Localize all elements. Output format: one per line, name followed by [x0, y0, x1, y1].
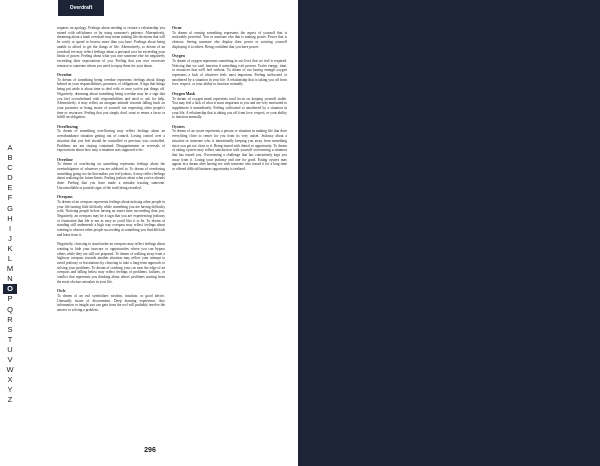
alphabet-letter-l[interactable]: L — [7, 254, 13, 264]
dictionary-entry — [57, 26, 165, 68]
alphabet-letter-y[interactable]: Y — [7, 385, 13, 395]
alphabet-letter-s[interactable]: S — [7, 324, 13, 334]
dictionary-entry — [172, 125, 287, 172]
alphabet-letter-w[interactable]: W — [6, 365, 14, 375]
entry-text: Negatively, choosing to stand under an overpass may reflect feelings about wanting to hide your insecure or opportunities where you can bypass others while they are still not prepared. To dream of walking away from a highway overpass towards another situation may reflect your attempt to avoid jealousy or frustrations by choosing to take a long-term approach to solving your problems. To dream of crashing your car near the edge of an overpass and falling below may reflect feelings of problems, failures, or conflict that represents you thinking about others' problems starting from the most obvious mistakes in your life. — [57, 242, 165, 284]
alphabet-letter-v[interactable]: V — [7, 354, 13, 364]
alphabet-letter-u[interactable]: U — [7, 344, 13, 354]
alphabet-letter-e[interactable]: E — [7, 183, 13, 193]
entry-text: To dream of something being overdue represents feelings about things behind on your responsibilities, promises, or obligations. A sign that things being put aside is about time to deal with or once you've put things off. Negatively, dreaming about something being overdue may be a sign that you feel overwhelmed with responsibilities and need to ask for help. Alternatively, it may reflect an arrogant attitude towards falling back on your promises or being aware of yourself not respecting other people's time or resources. Feeling that you simply don't want to return a favor or fulfill an obligation. — [57, 77, 165, 120]
entry-text: To dream of an owl symbolizes wisdom, intuition, or good advice. Unusually aware of discernment. Deep learning experience. Any information or insight you can gain from the owl will probably involve the answer to solving a problem. — [57, 293, 165, 313]
entry-term: Overdue — [57, 73, 72, 78]
entry-text: To dream of oxygen mask represents total focus on keeping yourself stable. You may feel a lack of what is most important to you and are very motivated to supplement it immediately. Feeling suffocated or smothered by a situation in your life. A relationship that is taking you off from love, respect, or your ability to function normally. — [172, 96, 287, 120]
dictionary-entry — [57, 158, 165, 191]
alphabet-letter-f[interactable]: F — [7, 193, 13, 203]
alphabet-letter-h[interactable]: H — [7, 213, 13, 223]
entry-term: Overpass — [57, 195, 73, 200]
entry-term: Overdose — [57, 157, 73, 162]
page-number: 296 — [144, 447, 156, 454]
entry-text: To dream of an oyster represents a person or situation in making life that does everything close to center for you from its very outset. Jealousy about a situation or someone who is intentionally keeping you away from something since you get too close to it. Being teased with denial or opportunity. To dream of eating oysters may reflect satisfaction with yourself overcoming a situation that has teased you. Overcoming a challenge that has consistently kept you away from it. Losing your jealousy and one for good. Eating oysters may appear in a dream after having sex with someone who teased it for a long time or offered difficult business opportunity is realized. — [172, 129, 287, 172]
alphabet-index — [3, 143, 17, 405]
entry-term: Overflowing — [57, 124, 78, 129]
alphabet-letter-t[interactable]: T — [7, 334, 13, 344]
running-header-tab: Overdraft — [58, 0, 104, 16]
entry-term: Owls — [57, 289, 66, 294]
alphabet-letter-p[interactable]: P — [7, 294, 13, 304]
entry-text: To dream of an overpass represents feelings about noticing other people in your life turning little difficulty while something you are having difficulty with. Noticing people before having an easier time succeeding than you. Negatively, an overpass may be a sign that you are experiencing jealousy or frustration that life is not as easy as you'd like it to be. To dream of standing still underneath a high way overpass may reflect feelings about wanting to observe other people succeeding at something you find difficult and learn from it. — [57, 199, 165, 237]
right-text-column — [172, 26, 287, 176]
dictionary-entry — [172, 54, 287, 87]
dictionary-entry — [57, 289, 165, 313]
entry-text: To dream of something overflowing may reflect feelings about an overabundance situation getting out of control. Losing control over a situation that you feel should be controlled or previous was controlled. Problems are not staying contained. Disappointment or reversals of expectations about how easy a situation was supposed to be. — [57, 129, 165, 153]
left-text-column — [57, 26, 165, 317]
dictionary-entry — [172, 26, 287, 50]
alphabet-letter-n[interactable]: N — [7, 274, 13, 284]
alphabet-letter-b[interactable]: B — [7, 153, 13, 163]
entry-text: To dream of overdosing on something represents feelings about the overindulgence of whatever you are addicted to. To dream of overdosing something going too far that makes you feel jealous. It may reflect feelings about realizing the future limits. Feeling jealous about what you've already done. Feeling that you have made a mistake trusting someone. Uncontrollable or painful signs of the truth being revealed. — [57, 162, 165, 190]
dictionary-entry — [57, 195, 165, 237]
entry-term: Ownr — [172, 26, 182, 30]
alphabet-letter-o[interactable]: O — [3, 284, 17, 294]
alphabet-letter-d[interactable]: D — [7, 173, 13, 183]
dark-background-panel — [298, 0, 600, 466]
dictionary-entry — [172, 92, 287, 120]
alphabet-letter-k[interactable]: K — [7, 243, 13, 253]
alphabet-letter-i[interactable]: I — [8, 223, 12, 233]
alphabet-letter-r[interactable]: R — [7, 314, 13, 324]
alphabet-letter-g[interactable]: G — [7, 203, 13, 213]
alphabet-letter-z[interactable]: Z — [7, 395, 13, 405]
dictionary-entry — [57, 125, 165, 153]
alphabet-letter-c[interactable]: C — [7, 163, 13, 173]
alphabet-letter-q[interactable]: Q — [7, 304, 13, 314]
entry-term: Oxygen — [172, 54, 185, 59]
dictionary-entry — [57, 242, 165, 284]
alphabet-letter-x[interactable]: X — [7, 375, 13, 385]
entry-term: Oxygen Mask — [172, 91, 196, 96]
entry-text: To dream of oxygen represents something in our lives that we feel is required. Noticing that we can't function if something isn't present. You're energy, time, or resources that we'll feel without. To dream of not having enough oxygen represents a lack of whatever feels most important. Feeling suffocated or smothered by a situation in your life. A relationship that is taking you off from love, respect, or your ability to function normally. — [172, 58, 287, 87]
alphabet-letter-j[interactable]: J — [8, 233, 12, 243]
alphabet-letter-a[interactable]: A — [7, 143, 13, 152]
alphabet-letter-m[interactable]: M — [6, 264, 14, 274]
entry-text: requires on apology. Feelings about needing to restore a relationship you ruined with selfishness or by using someone's patience. Alternatively, dreaming about a bank overdraft may mean making life decisions that will be costly or spend or borrow more than you have. Feelings about being unable to afford to get the things of life. Alternatively, to dream of an overdraft fee may reflect feelings about a personal cost for exceeding your limits of power. Feeling about what you owe someone else for negatively exceeding their expectations of you. Feeling that you owe excessive remorse to someone whom you need to repay them for your abuse. — [57, 26, 165, 68]
entry-text: To dream of owning something represents the aspect of yourself that is noticeably powerful. You or someone else that is making power. Power that is obvious. Seeing someone else display their power or noticing yourself displaying it to others. Being confident that you have power. — [172, 30, 287, 49]
entry-term: Oysters — [172, 124, 185, 129]
book-page — [0, 0, 298, 466]
dictionary-entry — [57, 73, 165, 120]
